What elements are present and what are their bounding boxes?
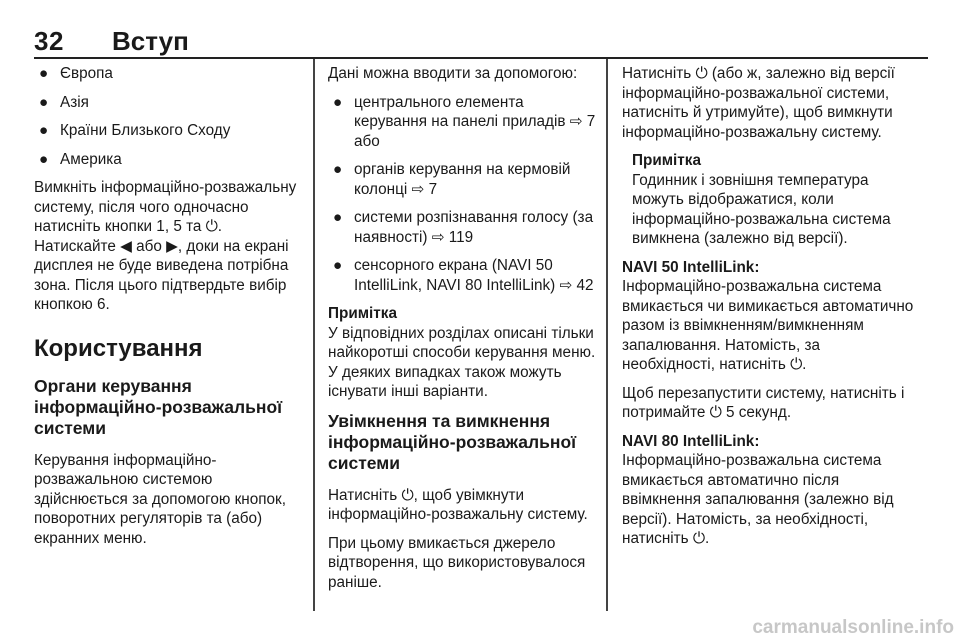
column-1	[34, 64, 306, 557]
restart-text: Щоб перезапустити систему, натисніть і потримайте ⏻ 5 секунд.	[622, 384, 905, 421]
list-item: ● Європа	[39, 65, 113, 82]
source-text: При цьому вмикається джерело відтворення, що використовувалося раніше.	[328, 534, 586, 591]
bullet-icon: ●	[39, 150, 49, 168]
power-on-text: Натисніть ⏻, щоб увімкнути інформаційно-розважальну систему.	[328, 486, 588, 523]
note-block	[328, 304, 600, 402]
navi80-heading: NAVI 80 IntelliLink:	[622, 432, 760, 450]
page-header	[0, 0, 960, 56]
page-number: 32	[34, 26, 64, 56]
note-title: Примітка	[632, 152, 701, 169]
list-item: ● системи розпізнавання голосу (за наявності) ⇨ 119	[333, 209, 594, 246]
list-item: ● Країни Близького Сходу	[39, 122, 231, 139]
list-item: ● центрального елемента керування на панелі приладів ⇨ 7 або	[333, 93, 596, 150]
bullet-icon: ●	[333, 209, 343, 226]
subsection-heading: Органи керування інформаційно-розважальної системи	[34, 375, 283, 438]
bullet-icon: ●	[39, 122, 49, 139]
list-item: ● Азія	[39, 93, 89, 111]
power-off-text: Натисніть ⏻ (або ж, залежно від версії інформаційно-розважальної системи, натисніть й утримуйте), щоб вимкнути інформаційно-розважальну систему.	[622, 65, 895, 141]
navi50-text: Інформаційно-розважальна система вмикається чи вимикається автоматично разом із ввімкненням/вимкненням запалювання. Натомість, за необхідності, натисніть ⏻.	[622, 278, 914, 373]
list-item: ● Америка	[39, 150, 122, 168]
page-title: Вступ	[112, 26, 189, 56]
subsection-heading: Увімкнення та вимкнення інформаційно-розважальної системи	[328, 410, 577, 473]
column-3	[622, 64, 914, 558]
column-divider-1	[313, 59, 315, 611]
watermark: carmanualsonline.info	[752, 617, 954, 638]
column-2	[328, 64, 600, 601]
input-intro: Дані можна вводити за допомогою:	[328, 65, 578, 82]
column-divider-2	[606, 59, 608, 611]
bullet-icon: ●	[333, 93, 343, 111]
bullet-icon: ●	[39, 65, 49, 82]
navi80-text: Інформаційно-розважальна система вмикається автоматично після ввімкнення запалювання (залежно від версії). Натомість, за необхідності, натисніть ⏻.	[622, 452, 894, 547]
bullet-icon: ●	[333, 257, 343, 274]
note-title: Примітка	[328, 305, 397, 322]
list-item: ● сенсорного екрана (NAVI 50 IntelliLink, NAVI 80 IntelliLink) ⇨ 42	[333, 257, 594, 294]
section-heading: Користування	[34, 334, 203, 362]
bullet-icon: ●	[39, 93, 49, 111]
navi50-heading: NAVI 50 IntelliLink:	[622, 258, 760, 276]
region-instructions: Вимкніть інформаційно-розважальну систему, після чого одночасно натисніть кнопки 1, 5 та ⏻. Натискайте ◀ або ▶, доки на екрані дисплея не буде виведена потрібна зона. Після цього підтвердьте вибір кнопкою 6.	[34, 179, 297, 313]
controls-description: Керування інформаційно-розважальною системою здійснюється за допомогою кнопок, поворотних регуляторів та (або) екранних меню.	[34, 451, 286, 547]
note-text: Годинник і зовнішня температура можуть відображатися, коли інформаційно-розважальна система вимкнена (залежно від версії).	[632, 171, 891, 247]
note-block	[622, 151, 914, 249]
bullet-icon: ●	[333, 161, 343, 178]
list-item: ● органів керування на кермовій колонці ⇨ 7	[333, 161, 571, 198]
note-text: У відповідних розділах описані тільки найкоротші способи керування меню. У деяких випадках також можуть існувати інші варіанти.	[328, 324, 596, 400]
header-rule	[34, 57, 928, 59]
